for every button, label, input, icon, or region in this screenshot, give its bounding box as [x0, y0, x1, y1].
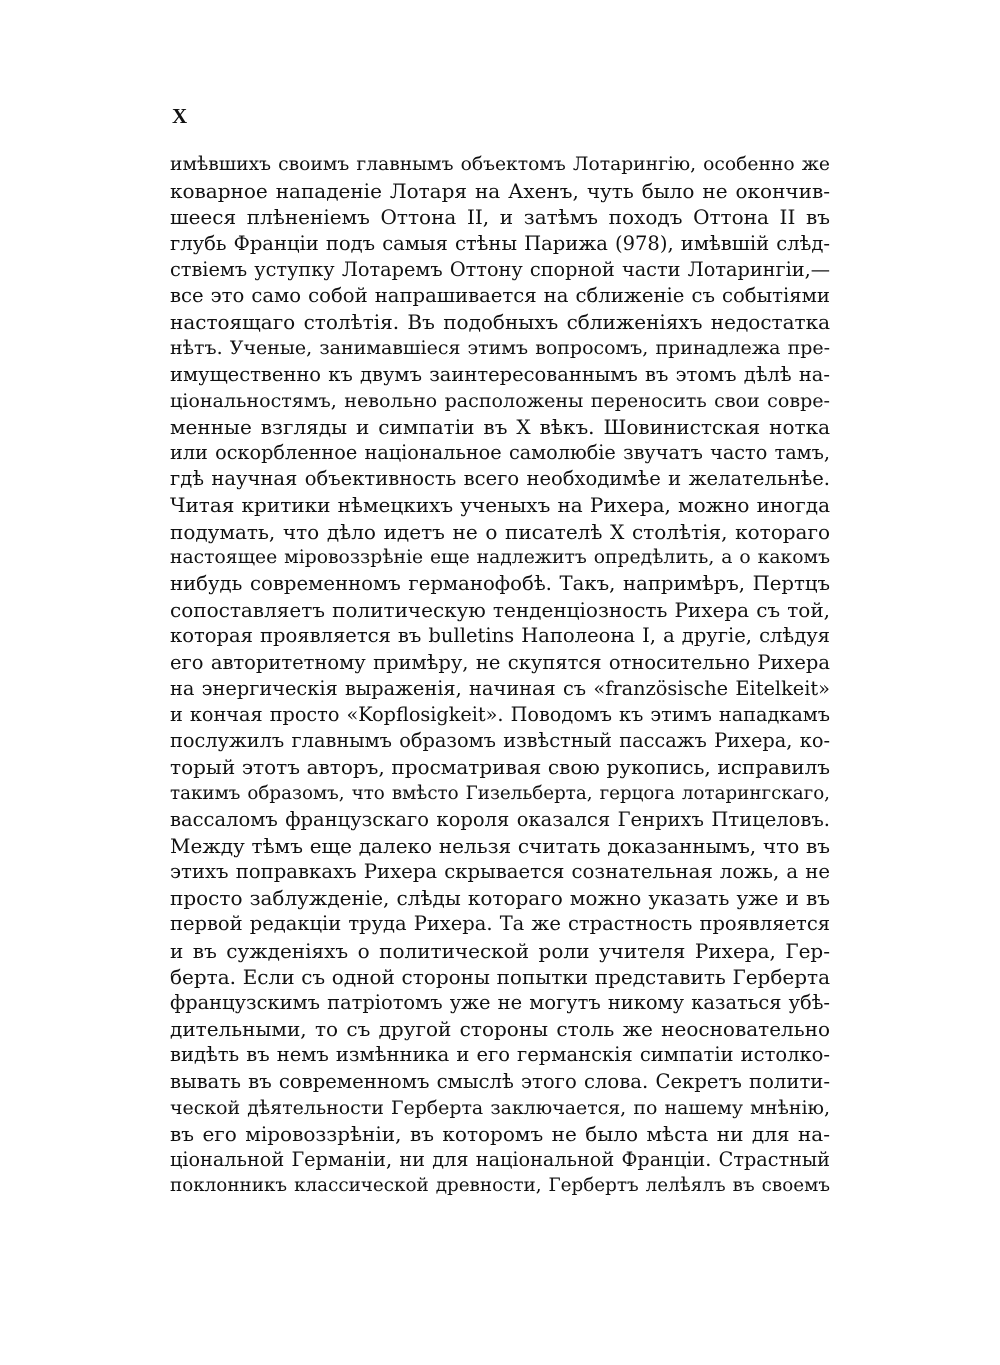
text-line: подумать, что дѣло идетъ не о писателѣ X столѣтія, котораго [170, 519, 830, 544]
text-line: послужилъ главнымъ образомъ извѣстный пассажъ Рихера, ко- [170, 729, 830, 753]
text-line: просто заблужденіе, слѣды котораго можно указать уже и въ [170, 886, 830, 911]
text-line: такимъ образомъ, что вмѣсто Гизельберта, герцога лотарингскаго, [170, 782, 830, 804]
text-line: вассаломъ французскаго короля оказался Генрихъ Птицеловъ. [170, 807, 830, 831]
text-line: видѣть въ немъ измѣнника и его германскія симпатіи истолко- [170, 1043, 830, 1067]
text-line: дительными, то съ другой стороны столь же неосновательно [170, 1017, 830, 1042]
text-line: этихъ поправкахъ Рихера скрывается сознательная ложь, а не [170, 860, 830, 884]
text-line: и кончая просто «Kopflosigkeit». Поводомъ къ этимъ нападкамъ [170, 702, 830, 726]
body-text [170, 152, 830, 1200]
text-line: коварное нападеніе Лотаря на Ахенъ, чуть было не окончив- [170, 179, 830, 204]
text-line: настоящее міровоззрѣніе еще надлежитъ опредѣлить, а о какомъ [170, 546, 830, 568]
text-line: французскимъ патріотомъ уже не могутъ никому казаться убѣ- [170, 991, 830, 1014]
text-line: гдѣ научная объективность всего необходимѣе и желательнѣе. [170, 467, 830, 491]
text-line: въ его міровоззрѣніи, въ которомъ не было мѣста ни для на- [170, 1121, 830, 1146]
text-line: торый этотъ авторъ, просматривая свою рукопись, исправилъ [170, 755, 830, 780]
text-line: на энергическія выраженія, начиная съ «französische Eitelkeit» [170, 676, 830, 700]
text-line: ствіемъ уступку Лотаремъ Оттону спорной части Лотарингіи,— [170, 257, 830, 281]
text-line: Между тѣмъ еще далеко нельзя считать доказаннымъ, что въ [170, 833, 830, 858]
text-line: или оскорбленное національное самолюбіе звучатъ часто тамъ, [170, 441, 830, 465]
text-line: и въ сужденіяхъ о политической роли учителя Рихера, Гер- [170, 938, 830, 963]
text-line: ціональностямъ, невольно расположены переносить свои совре- [170, 389, 830, 412]
text-line: поклонникъ классической древности, Гербертъ лелѣялъ въ своемъ [170, 1175, 830, 1197]
text-line: ческой дѣятельности Герберта заключается, по нашему мнѣнію, [170, 1096, 830, 1119]
text-line: нѣтъ. Ученые, занимавшіеся этимъ вопросомъ, принадлежа пре- [170, 337, 830, 360]
text-line: берта. Если съ одной стороны попытки представить Герберта [170, 964, 830, 989]
text-line: настоящаго столѣтія. Въ подобныхъ сближеніяхъ недостатка [170, 310, 830, 335]
text-line: Читая критики нѣмецкихъ ученыхъ на Рихера, можно иногда [170, 493, 830, 518]
text-line: менные взгляды и симпатіи въ X вѣкъ. Шовинистская нотка [170, 414, 830, 439]
text-line: его авторитетному примѣру, не скупятся относительно Рихера [170, 650, 830, 674]
text-line: все это само собой напрашивается на сближеніе съ событіями [170, 283, 830, 307]
text-line: ціональной Германіи, ни для національной Франціи. Страстный [170, 1148, 830, 1172]
text-line: имущественно къ двумъ заинтересованнымъ въ этомъ дѣлѣ на- [170, 362, 830, 386]
text-line: которая проявляется въ bulletins Наполеона I, а другіе, слѣдуя [170, 624, 830, 648]
page-number: X [172, 104, 188, 128]
text-line: нибудь современномъ германофобѣ. Такъ, напримѣръ, Пертцъ [170, 572, 830, 595]
text-line: глубь Франціи подъ самыя стѣны Парижа (978), имѣвшій слѣд- [170, 231, 830, 255]
text-line: вывать въ современномъ смыслѣ этого слова. Секретъ полити- [170, 1069, 830, 1093]
text-line: сопоставляетъ политическую тенденціозность Рихера съ той, [170, 598, 830, 623]
text-line: шееся плѣненіемъ Оттона II, и затѣмъ походъ Оттона II въ [170, 205, 830, 230]
text-line: первой редакціи труда Рихера. Та же страстность проявляется [170, 912, 830, 936]
text-line: имѣвшихъ своимъ главнымъ объектомъ Лотарингію, особенно же [170, 154, 830, 175]
